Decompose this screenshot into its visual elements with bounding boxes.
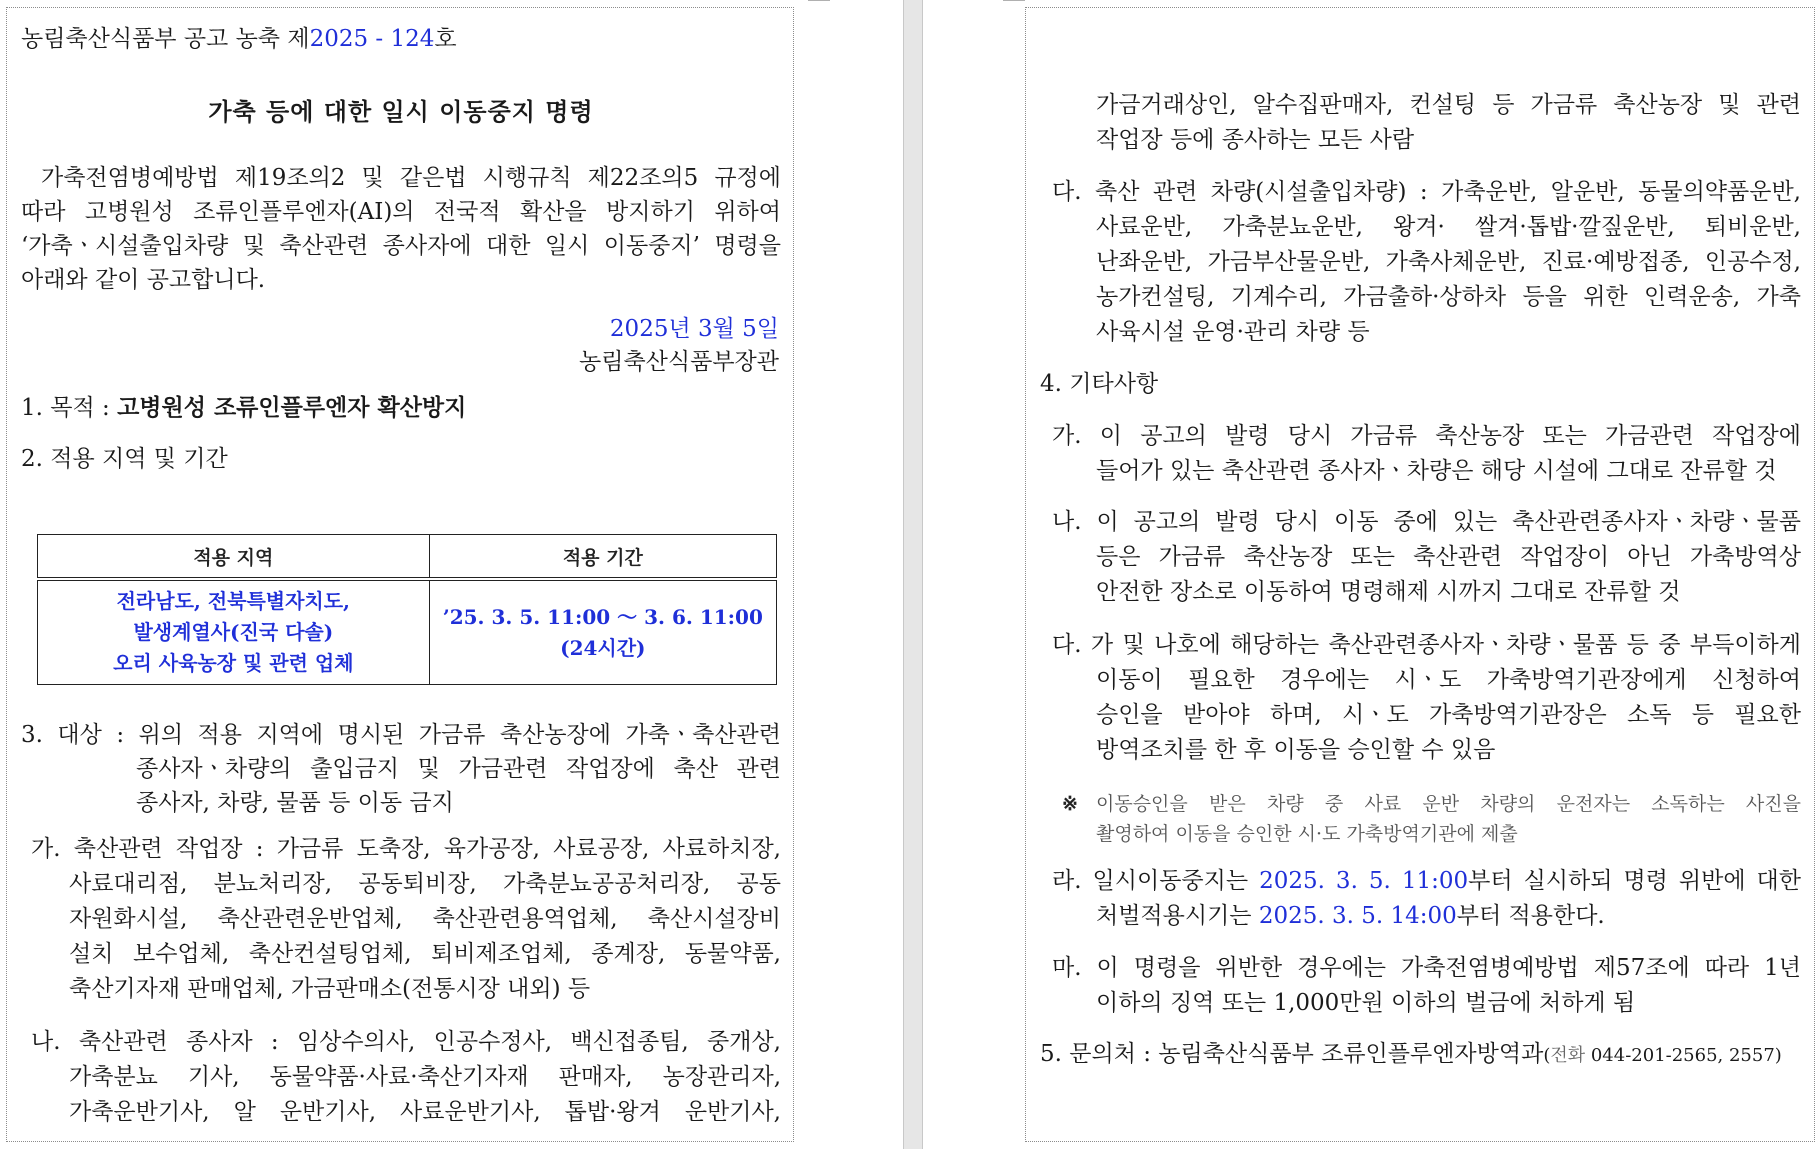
etc-ga-line: 가. 이 공고의 발령 당시 가금류 축산농장 또는 가금관련 작업장에 bbox=[1052, 423, 1801, 449]
etc-da-line: 다. 가 및 나호에 해당하는 축산관련종사자ㆍ차량ㆍ물품 등 중 부득이하게 bbox=[1052, 632, 1801, 658]
workplace-item bbox=[31, 832, 781, 1007]
ra-mid: 부터 실시하되 명령 위반에 대한 bbox=[1468, 868, 1801, 894]
etc-item-ra bbox=[1052, 864, 1801, 934]
purpose-label: 1. 목적 : bbox=[21, 395, 118, 421]
page-gutter bbox=[903, 0, 923, 1149]
target-section bbox=[21, 718, 781, 820]
period-line: (24시간) bbox=[560, 635, 646, 660]
contact-label: 5. 문의처 : 농림축산식품부 조류인플루엔자방역과 bbox=[1040, 1041, 1544, 1067]
worker-line: 나. 축산관련 종사자 : 임상수의사, 인공수정사, 백신접종팀, 중개상, bbox=[31, 1029, 781, 1055]
penalty-time: 2025. 3. 5. 14:00 bbox=[1258, 903, 1457, 929]
workplace-line: 가. 축산관련 작업장 : 가금류 도축장, 육가공장, 사료공장, 사료하치장, bbox=[31, 836, 781, 862]
region-cell bbox=[38, 579, 430, 685]
ra-line-2 bbox=[1052, 899, 1801, 934]
document-title: 가축 등에 대한 일시 이동중지 명령 bbox=[208, 97, 594, 126]
worker-item bbox=[31, 1025, 781, 1130]
intro-line: 따라 고병원성 조류인플루엔자(AI)의 전국적 확산을 방지하기 위하여 bbox=[21, 199, 781, 225]
etc-heading: 4. 기타사항 bbox=[1040, 371, 1159, 397]
region-line: 오리 사육농장 및 관련 업체 bbox=[113, 651, 354, 675]
etc-da-line: 방역조치를 한 후 이동을 승인할 수 있음 bbox=[1096, 737, 1496, 763]
etc-na-line: 안전한 장소로 이동하여 명령해제 시까지 그대로 잔류할 것 bbox=[1096, 579, 1681, 605]
start-time: 2025. 3. 5. 11:00 bbox=[1259, 868, 1469, 894]
ra-line-1 bbox=[1052, 864, 1801, 899]
page-corner-mark bbox=[1003, 0, 1025, 4]
vehicle-line: 사료운반, 가축분뇨운반, 왕겨· 쌀겨·톱밥·깔짚운반, 퇴비운반, bbox=[1096, 214, 1801, 240]
etc-na-line: 등은 가금류 축산농장 또는 축산관련 작업장이 아닌 가축방역상 bbox=[1096, 544, 1801, 570]
worker-line: 가금거래상인, 알수집판매자, 컨설팅 등 가금류 축산농장 및 관련 bbox=[1096, 92, 1801, 118]
etc-ga-line: 들어가 있는 축산관련 종사자ㆍ차량은 해당 시설에 그대로 잔류할 것 bbox=[1096, 458, 1777, 484]
intro-paragraph bbox=[21, 161, 781, 297]
ma-line: 마. 이 명령을 위반한 경우에는 가축전염병예방법 제57조에 따라 1년 bbox=[1052, 955, 1801, 981]
notice-date: 2025년 3월 5일 bbox=[609, 316, 779, 342]
etc-item-ma bbox=[1052, 951, 1801, 1021]
note-line: 이동승인을 받은 차량 중 사료 운반 차량의 운전자는 소독하는 사진을 bbox=[1096, 793, 1801, 815]
purpose-line bbox=[21, 391, 466, 425]
ra-prefix: 라. 일시이동중지는 bbox=[1052, 868, 1260, 894]
etc-da-line: 이동이 필요한 경우에는 시ㆍ도 가축방역기관장에게 신청하여 bbox=[1096, 667, 1801, 693]
etc-item-ga bbox=[1052, 419, 1801, 489]
region-line: 전라남도, 전북특별자치도, bbox=[116, 589, 351, 613]
notice-prefix: 농림축산식품부 공고 농축 제 bbox=[21, 26, 310, 52]
page-corner-mark bbox=[808, 0, 830, 4]
vehicle-item bbox=[1052, 175, 1801, 350]
worker-continued bbox=[1096, 88, 1801, 158]
ra-line2-prefix: 처벌적용시기는 bbox=[1096, 903, 1259, 929]
contact-line bbox=[1040, 1037, 1782, 1073]
intro-line: 가축전염병예방법 제19조의2 및 같은법 시행규칙 제22조의5 규정에 bbox=[41, 165, 781, 191]
target-line: 종사자ㆍ차량의 출입금지 및 가금관련 작업장에 축산 관련 bbox=[136, 756, 781, 782]
notice-number: 2025 - 124 bbox=[309, 26, 435, 52]
workplace-line: 자원화시설, 축산관련운반업체, 축산관련용역업체, 축산시설장비 bbox=[69, 906, 781, 932]
table-header-row bbox=[38, 535, 777, 580]
etc-na-line: 나. 이 공고의 발령 당시 이동 중에 있는 축산관련종사자ㆍ차량ㆍ물품 bbox=[1052, 509, 1801, 535]
document-page-right bbox=[1025, 7, 1815, 1142]
vehicle-line: 난좌운반, 가금부산물운반, 가축사체운반, 진료·예방접종, 인공수정, bbox=[1096, 249, 1801, 275]
table-row bbox=[38, 579, 777, 685]
header-period: 적용 기간 bbox=[429, 535, 776, 580]
worker-line: 가축분뇨 기사, 동물약품·사료·축산기자재 판매자, 농장관리자, bbox=[69, 1064, 781, 1090]
etc-da-line: 승인을 받아야 하며, 시ㆍ도 가축방역기관장은 소독 등 필요한 bbox=[1096, 702, 1801, 728]
ma-line: 이하의 징역 또는 1,000만원 이하의 벌금에 처하게 됨 bbox=[1096, 990, 1636, 1016]
contact-paren: ( bbox=[1543, 1045, 1551, 1066]
document-page-left bbox=[6, 7, 794, 1142]
note-line: 촬영하여 이동을 승인한 시·도 가축방역기관에 제출 bbox=[1096, 823, 1518, 845]
vehicle-line: 농가컨설팅, 기계수리, 가금출하·상하차 등을 위한 인력운송, 가축 bbox=[1096, 284, 1801, 310]
worker-line: 가축운반기사, 알 운반기사, 사료운반기사, 톱밥·왕겨 운반기사, bbox=[69, 1099, 781, 1125]
area-heading: 2. 적용 지역 및 기간 bbox=[21, 446, 228, 472]
workplace-line: 축산기자재 판매업체, 가금판매소(전통시장 내외) 등 bbox=[69, 976, 591, 1002]
purpose-text: 고병원성 조류인플루엔자 확산방지 bbox=[117, 394, 467, 421]
vehicle-line: 다. 축산 관련 차량(시설출입차량) : 가축운반, 알운반, 동물의약품운반, bbox=[1052, 179, 1801, 205]
phone-number: 044-201-2565, 2557) bbox=[1585, 1045, 1782, 1066]
signer: 농림축산식품부장관 bbox=[579, 349, 779, 375]
note-block bbox=[1096, 789, 1801, 849]
period-line: ’25. 3. 5. 11:00 ～ 3. 6. 11:00 bbox=[442, 604, 763, 629]
phone-label: 전화 bbox=[1550, 1045, 1586, 1066]
etc-item-da bbox=[1052, 628, 1801, 768]
header-region: 적용 지역 bbox=[38, 535, 430, 580]
region-period-table bbox=[37, 534, 777, 685]
workplace-line: 설치 보수업체, 축산컨설팅업체, 퇴비제조업체, 종계장, 동물약품, bbox=[69, 941, 781, 967]
notice-number-line bbox=[21, 22, 457, 56]
worker-line: 작업장 등에 종사하는 모든 사람 bbox=[1096, 127, 1415, 153]
intro-line: 아래와 같이 공고합니다. bbox=[21, 267, 266, 293]
intro-line: ‘가축ㆍ시설출입차량 및 축산관련 종사자에 대한 일시 이동중지’ 명령을 bbox=[21, 233, 781, 259]
etc-item-na bbox=[1052, 505, 1801, 610]
workplace-line: 사료대리점, 분뇨처리장, 공동퇴비장, 가축분뇨공공처리장, 공동 bbox=[69, 871, 781, 897]
target-line: 3. 대상 : 위의 적용 지역에 명시된 가금류 축산농장에 가축ㆍ축산관련 bbox=[21, 722, 781, 748]
region-line: 발생계열사(진국 다솔) bbox=[133, 620, 334, 644]
ra-line2-suffix: 부터 적용한다. bbox=[1456, 903, 1605, 929]
note-mark: ※ bbox=[1062, 793, 1078, 815]
notice-suffix: 호 bbox=[434, 26, 457, 52]
vehicle-line: 사육시설 운영·관리 차량 등 bbox=[1096, 319, 1370, 345]
target-line: 종사자, 차량, 물품 등 이동 금지 bbox=[136, 790, 454, 816]
period-cell bbox=[429, 579, 776, 685]
